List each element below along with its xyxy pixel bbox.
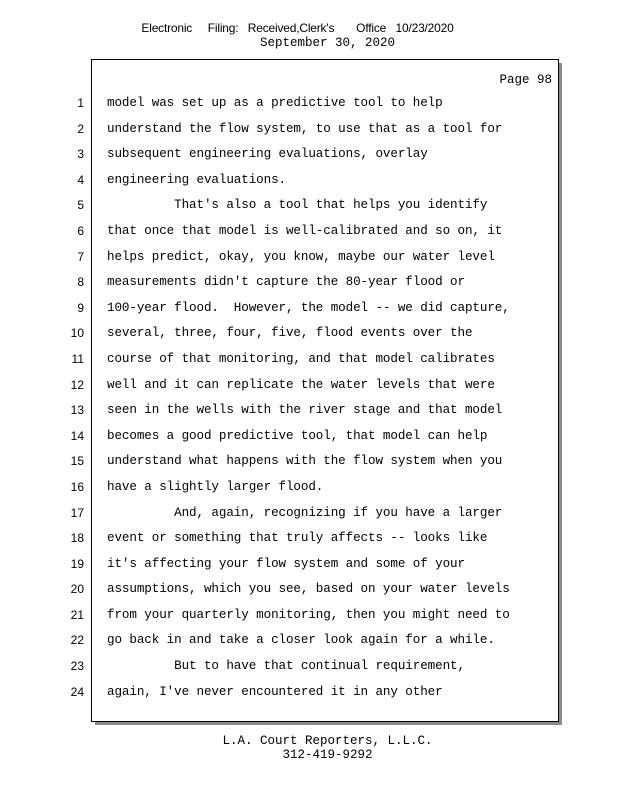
filing-stamp: Electronic Filing: Received,Clerk's Office 10/23/2020 [141,21,454,35]
line-number: 23 [70,659,84,674]
reporter-phone: 312-419-9292 [282,748,373,762]
line-number: 10 [70,326,84,341]
transcript-line: engineering evaluations. [107,172,286,187]
reporter-company: L.A. Court Reporters, L.L.C. [222,734,433,748]
transcript-line: But to have that continual requirement, [107,659,465,674]
line-number: 24 [70,684,84,699]
line-number: 11 [71,351,84,366]
line-number: 3 [77,147,84,162]
line-number: 20 [70,582,84,597]
line-number: 5 [77,198,84,213]
line-number: 17 [70,505,84,520]
line-number: 6 [77,223,84,238]
transcript-line: go back in and take a closer look again for a while. [107,633,495,648]
transcript-line: again, I've never encountered it in any other [107,684,443,699]
transcript-body [107,96,547,710]
transcript-line: that once that model is well-calibrated and so on, it [107,223,503,238]
transcript-line: from your quarterly monitoring, then you might need to [107,607,510,622]
line-number: 16 [70,479,84,494]
transcript-date: September 30, 2020 [259,36,396,50]
transcript-line: course of that monitoring, and that model calibrates [107,351,495,366]
transcript-line: understand what happens with the flow system when you [107,454,503,469]
transcript-line: measurements didn't capture the 80-year flood or [107,275,465,290]
line-number-column [62,96,84,710]
transcript-line: And, again, recognizing if you have a larger [107,505,503,520]
transcript-line: helps predict, okay, you know, maybe our water level [107,249,495,264]
transcript-line: subsequent engineering evaluations, overlay [107,147,428,162]
line-number: 22 [70,633,84,648]
transcript-line: 100-year flood. However, the model -- we did capture, [107,300,510,315]
transcript-line: understand the flow system, to use that as a tool for [107,121,503,136]
transcript-line: seen in the wells with the river stage and that model [107,403,503,418]
transcript-line: have a slightly larger flood. [107,479,324,494]
line-number: 9 [77,300,84,315]
transcript-line: several, three, four, five, flood events over the [107,326,473,341]
line-number: 7 [77,249,84,264]
line-number: 8 [77,275,84,290]
transcript-line: well and it can replicate the water levels that were [107,377,495,392]
line-number: 2 [77,121,84,136]
line-number: 1 [77,96,84,110]
line-number: 19 [70,556,84,571]
line-number: 4 [77,172,84,187]
line-number: 18 [70,531,84,546]
line-number: 14 [70,428,84,443]
transcript-line: it's affecting your flow system and some of your [107,556,465,571]
transcript-line: That's also a tool that helps you identify [107,198,488,213]
transcript-line: event or something that truly affects -- looks like [107,531,488,546]
transcript-line: becomes a good predictive tool, that model can help [107,428,488,443]
page-number: Page 98 [499,73,552,87]
line-number: 13 [70,403,84,418]
line-number: 12 [70,377,84,392]
transcript-line: assumptions, which you see, based on your water levels [107,582,510,597]
line-number: 15 [70,454,84,469]
transcript-line: model was set up as a predictive tool to help [107,96,443,110]
line-number: 21 [70,607,84,622]
